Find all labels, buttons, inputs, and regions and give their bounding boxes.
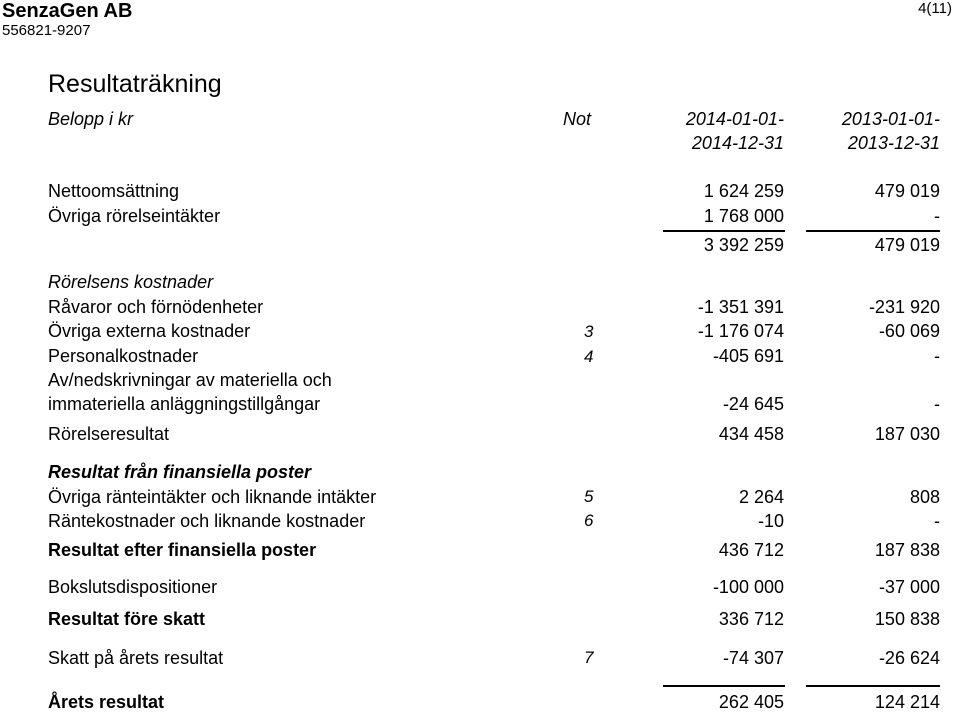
row-label-bokslutsdispositioner: Bokslutsdispositioner xyxy=(48,577,218,597)
total-line xyxy=(806,685,940,687)
row-value-2014: -405 691 xyxy=(712,346,784,366)
row-value-2013: - xyxy=(934,394,940,414)
row-value-2013: - xyxy=(934,206,940,226)
row-value-2013: 479 019 xyxy=(874,181,940,201)
row-label-rantekostnader: Räntekostnader och liknande kostnader xyxy=(48,511,366,531)
column-header-period1-start: 2014-01-01- xyxy=(685,109,784,129)
row-note: 7 xyxy=(584,648,594,667)
subtotal-value-2014: 3 392 259 xyxy=(703,235,784,255)
column-header-period2-end: 2013-12-31 xyxy=(847,133,940,153)
row-value-2013: 124 214 xyxy=(874,692,940,712)
row-value-2014: 434 458 xyxy=(718,424,784,444)
row-note: 6 xyxy=(584,511,594,530)
row-value-2014: 336 712 xyxy=(718,609,784,629)
subtotal-value-2013: 479 019 xyxy=(874,235,940,255)
row-label-nettoomsattning: Nettoomsättning xyxy=(48,181,180,201)
row-value-2013: 150 838 xyxy=(874,609,940,629)
company-name: SenzaGen AB xyxy=(2,0,133,22)
row-value-2014: 262 405 xyxy=(718,692,784,712)
row-value-2013: -60 069 xyxy=(878,321,940,341)
row-label-ovriga-externa-kostnader: Övriga externa kostnader xyxy=(48,321,251,341)
row-note: 3 xyxy=(584,322,594,341)
row-label-avskrivningar-line2: immateriella anläggningstillgångar xyxy=(48,394,321,414)
section-heading-finansiella-poster: Resultat från finansiella poster xyxy=(48,462,312,482)
sum-line xyxy=(806,230,940,232)
column-header-amount: Belopp i kr xyxy=(48,109,134,129)
column-header-note: Not xyxy=(563,109,592,129)
row-value-2014: 436 712 xyxy=(718,540,784,560)
row-label-arets-resultat: Årets resultat xyxy=(48,692,165,712)
row-value-2014: -74 307 xyxy=(722,648,784,668)
row-value-2014: -24 645 xyxy=(722,394,784,414)
row-value-2014: -1 176 074 xyxy=(697,321,784,341)
row-label-ovriga-rorelseintakter: Övriga rörelseintäkter xyxy=(48,206,221,226)
row-value-2014: -100 000 xyxy=(712,577,784,597)
row-label-personalkostnader: Personalkostnader xyxy=(48,346,199,366)
row-label-resultat-efter-finansiella-poster: Resultat efter finansiella poster xyxy=(48,540,317,560)
page-number: 4(11) xyxy=(918,0,952,17)
column-header-period1-end: 2014-12-31 xyxy=(691,133,784,153)
row-value-2013: 187 838 xyxy=(874,540,940,560)
row-value-2014: -1 351 391 xyxy=(697,297,784,317)
row-value-2014: 2 264 xyxy=(738,487,784,507)
row-value-2013: - xyxy=(934,346,940,366)
row-label-ranteintakter: Övriga ränteintäkter och liknande intäkter xyxy=(48,487,377,507)
section-heading-rorelsens-kostnader: Rörelsens kostnader xyxy=(48,272,214,292)
row-value-2013: -231 920 xyxy=(868,297,940,317)
page-title: Resultaträkning xyxy=(48,70,222,98)
row-value-2013: - xyxy=(934,511,940,531)
sum-line xyxy=(663,230,785,232)
row-note: 4 xyxy=(584,347,594,366)
org-number: 556821-9207 xyxy=(2,22,91,39)
row-note: 5 xyxy=(584,487,594,506)
row-value-2013: -37 000 xyxy=(878,577,940,597)
row-label-skatt: Skatt på årets resultat xyxy=(48,648,224,668)
row-value-2014: 1 624 259 xyxy=(703,181,784,201)
row-label-ravaror: Råvaror och förnödenheter xyxy=(48,297,264,317)
row-value-2014: -10 xyxy=(757,511,784,531)
row-label-resultat-fore-skatt: Resultat före skatt xyxy=(48,609,206,629)
total-line xyxy=(663,685,785,687)
row-label-rorelseresultat: Rörelseresultat xyxy=(48,424,170,444)
row-value-2013: -26 624 xyxy=(878,648,940,668)
row-label-avskrivningar-line1: Av/nedskrivningar av materiella och xyxy=(48,370,332,390)
row-value-2014: 1 768 000 xyxy=(703,206,784,226)
row-value-2013: 187 030 xyxy=(874,424,940,444)
row-value-2013: 808 xyxy=(909,487,940,507)
column-header-period2-start: 2013-01-01- xyxy=(841,109,940,129)
